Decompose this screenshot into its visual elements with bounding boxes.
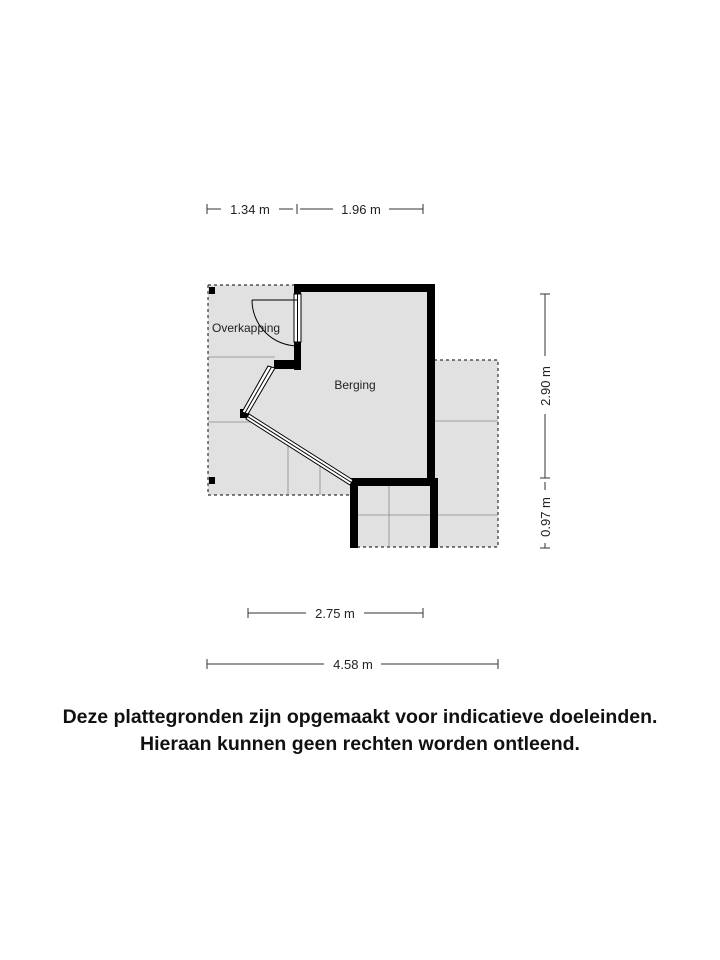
dimension-label-bottom-inner: 2.75 m [315, 606, 355, 621]
disclaimer-line-1: Deze plattegronden zijn opgemaakt voor indicatieve doeleinden. [62, 706, 658, 728]
dimension-label-right-lower: 0.97 m [538, 497, 553, 537]
dimension-label-right-upper: 2.90 m [538, 366, 553, 406]
dimension-label-bottom-outer: 4.58 m [333, 657, 373, 672]
room-label-overkapping: Overkapping [212, 321, 281, 335]
disclaimer-line-2: Hieraan kunnen geen rechten worden ontleend. [140, 733, 580, 755]
dimension-label-top-left: 1.34 m [230, 202, 270, 217]
room-label-berging: Berging [334, 378, 376, 392]
dimension-label-top-right: 1.96 m [341, 202, 381, 217]
